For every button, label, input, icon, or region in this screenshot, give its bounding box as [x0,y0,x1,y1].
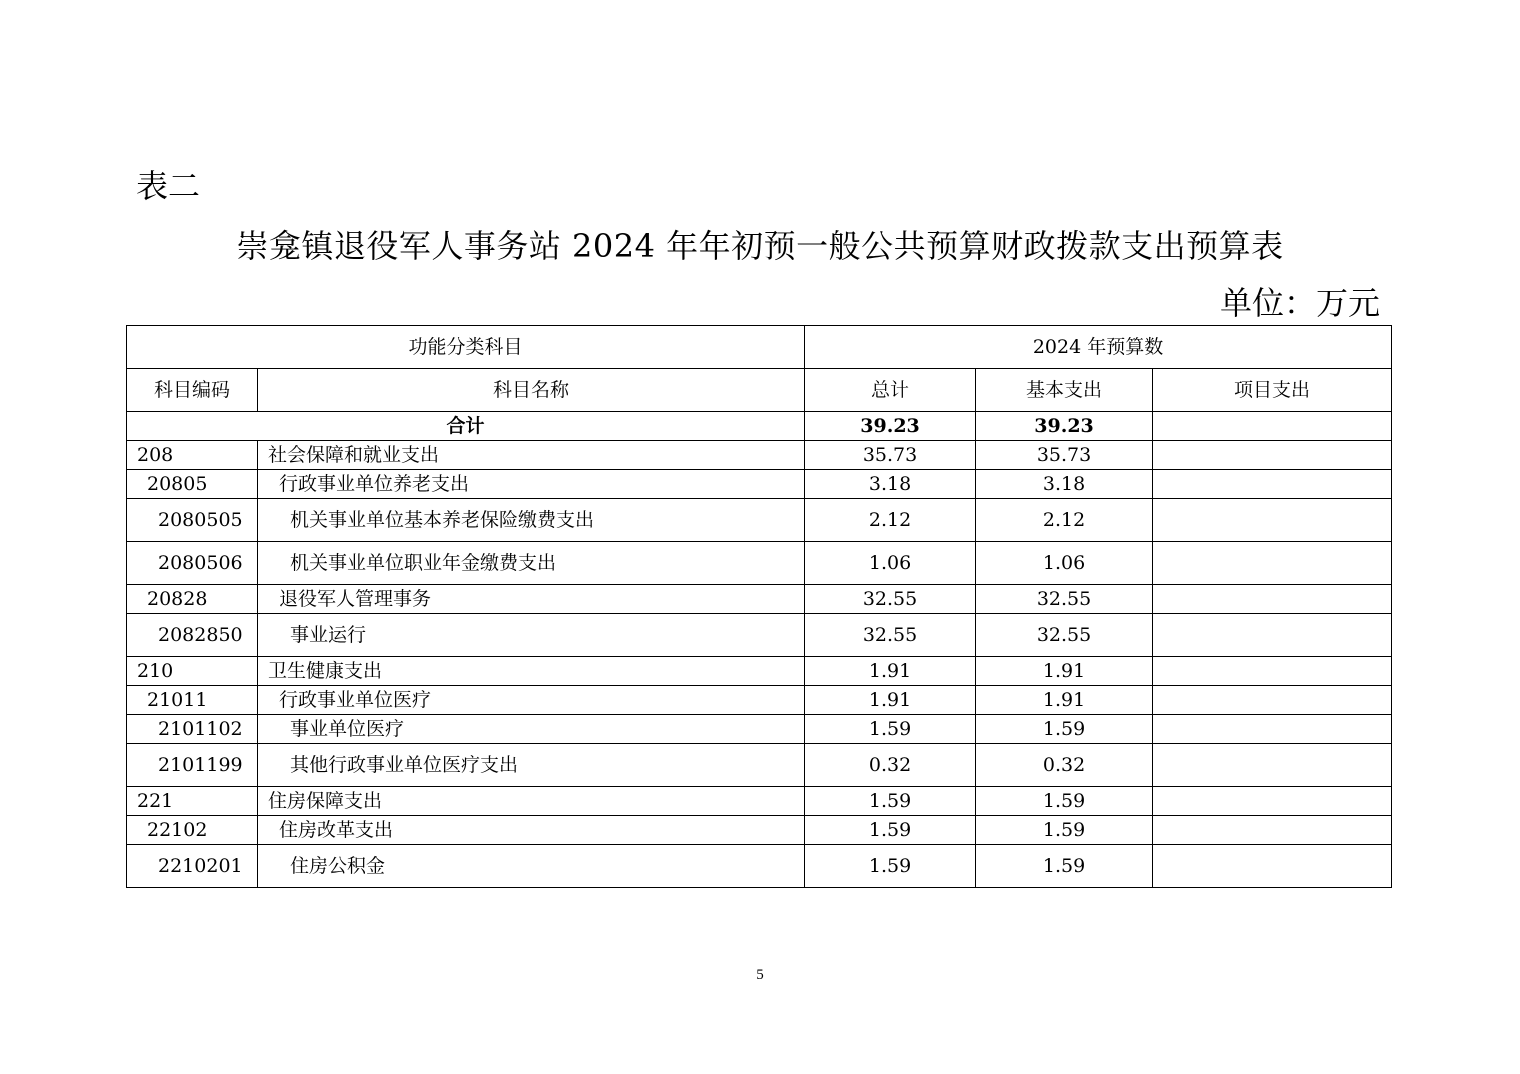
row-name: 住房公积金 [258,845,805,888]
header-total: 总计 [805,369,976,412]
row-code: 2210201 [127,845,258,888]
row-name: 事业运行 [258,614,805,657]
page-number: 5 [756,967,764,983]
row-project [1153,657,1392,686]
header-budget-group: 2024 年预算数 [805,326,1392,369]
row-total: 32.55 [805,585,976,614]
row-code: 22102 [127,816,258,845]
table-row [127,657,1392,686]
row-total: 2.12 [805,499,976,542]
table-row [127,787,1392,816]
row-basic: 1.59 [976,845,1153,888]
row-total: 1.91 [805,657,976,686]
row-total: 1.59 [805,715,976,744]
row-basic: 2.12 [976,499,1153,542]
row-name: 行政事业单位养老支出 [258,470,805,499]
row-basic: 1.59 [976,816,1153,845]
row-project [1153,470,1392,499]
row-project [1153,686,1392,715]
row-code: 2082850 [127,614,258,657]
row-total: 35.73 [805,441,976,470]
total-total: 39.23 [805,412,976,441]
table-label: 表二 [136,167,201,205]
header-column-row [127,369,1392,412]
table-row [127,715,1392,744]
row-total: 3.18 [805,470,976,499]
row-basic: 1.91 [976,657,1153,686]
unit-label: 单位：万元 [1219,284,1380,322]
row-code: 208 [127,441,258,470]
row-total: 1.06 [805,542,976,585]
table-row [127,614,1392,657]
row-code: 20828 [127,585,258,614]
row-name: 机关事业单位基本养老保险缴费支出 [258,499,805,542]
row-project [1153,441,1392,470]
row-project [1153,715,1392,744]
header-code: 科目编码 [127,369,258,412]
row-name: 住房改革支出 [258,816,805,845]
table-row [127,744,1392,787]
row-name: 卫生健康支出 [258,657,805,686]
row-basic: 1.91 [976,686,1153,715]
row-total: 32.55 [805,614,976,657]
row-name: 其他行政事业单位医疗支出 [258,744,805,787]
row-project [1153,845,1392,888]
header-project: 项目支出 [1153,369,1392,412]
total-project [1153,412,1392,441]
row-project [1153,614,1392,657]
row-code: 210 [127,657,258,686]
row-code: 2101102 [127,715,258,744]
row-basic: 1.06 [976,542,1153,585]
row-code: 2080505 [127,499,258,542]
table-row [127,845,1392,888]
header-name: 科目名称 [258,369,805,412]
row-total: 1.59 [805,787,976,816]
row-project [1153,816,1392,845]
row-name: 行政事业单位医疗 [258,686,805,715]
row-project [1153,499,1392,542]
row-code: 21011 [127,686,258,715]
row-code: 2101199 [127,744,258,787]
table-row [127,441,1392,470]
row-total: 1.91 [805,686,976,715]
row-basic: 3.18 [976,470,1153,499]
total-row [127,412,1392,441]
row-code: 221 [127,787,258,816]
row-basic: 1.59 [976,715,1153,744]
page-title: 崇龛镇退役军人事务站 2024 年年初预一般公共预算财政拨款支出预算表 [236,227,1284,265]
table-row [127,499,1392,542]
row-total: 0.32 [805,744,976,787]
header-group-row [127,326,1392,369]
table-row [127,585,1392,614]
row-basic: 32.55 [976,585,1153,614]
row-name: 事业单位医疗 [258,715,805,744]
row-project [1153,744,1392,787]
row-name: 退役军人管理事务 [258,585,805,614]
header-basic: 基本支出 [976,369,1153,412]
row-basic: 32.55 [976,614,1153,657]
table-row [127,470,1392,499]
row-code: 2080506 [127,542,258,585]
row-total: 1.59 [805,816,976,845]
row-basic: 1.59 [976,787,1153,816]
row-name: 机关事业单位职业年金缴费支出 [258,542,805,585]
table-row [127,542,1392,585]
row-name: 住房保障支出 [258,787,805,816]
row-name: 社会保障和就业支出 [258,441,805,470]
row-project [1153,585,1392,614]
table-row [127,686,1392,715]
row-project [1153,542,1392,585]
row-code: 20805 [127,470,258,499]
total-basic: 39.23 [976,412,1153,441]
row-basic: 35.73 [976,441,1153,470]
row-basic: 0.32 [976,744,1153,787]
row-total: 1.59 [805,845,976,888]
total-label: 合计 [127,412,805,441]
header-function-group: 功能分类科目 [127,326,805,369]
budget-table [126,325,1392,888]
table-row [127,816,1392,845]
row-project [1153,787,1392,816]
